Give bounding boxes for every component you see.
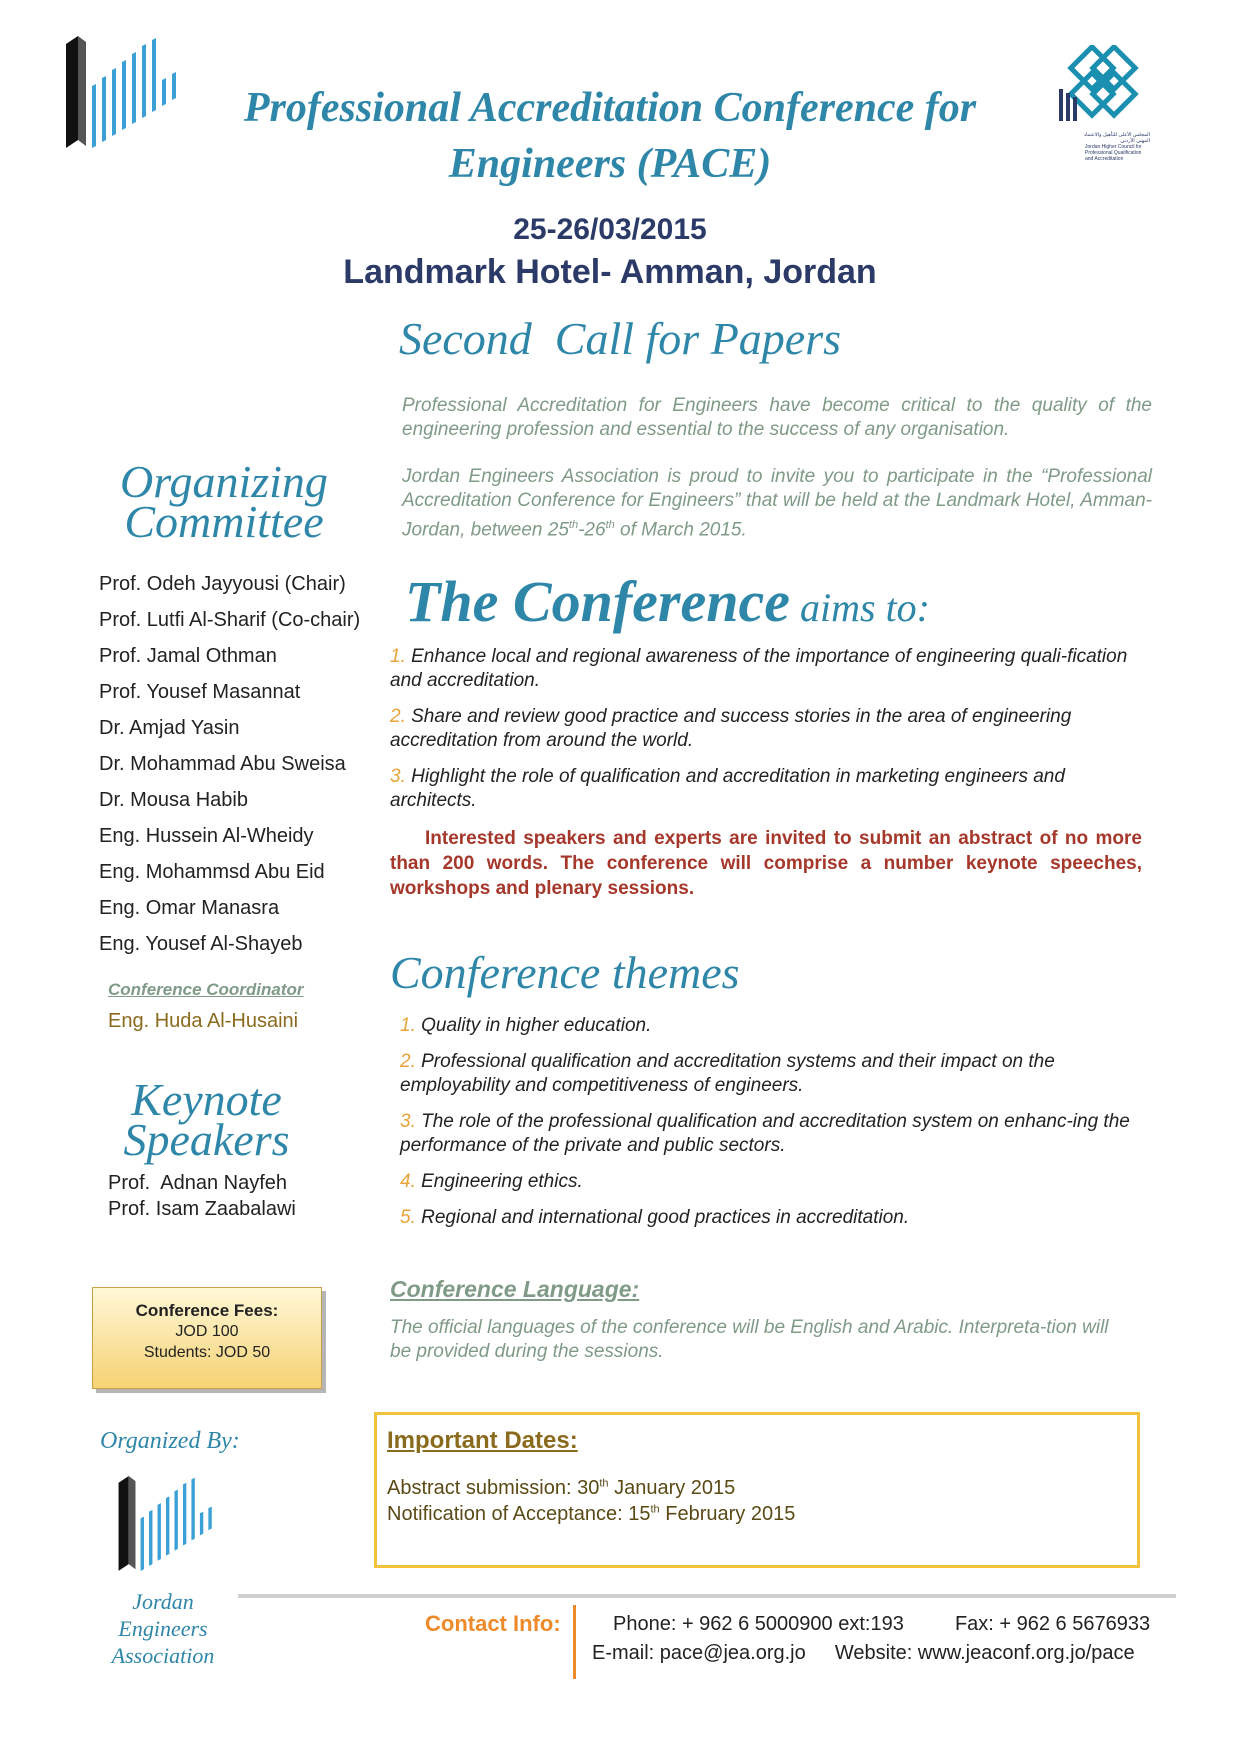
contact-email-website [592, 1642, 1135, 1665]
conference-venue: Landmark Hotel- Amman, Jordan [343, 253, 877, 291]
council-name-en: Jordan Higher Council for Professional Qualification and Accreditation [1085, 144, 1142, 162]
theme-item [400, 1206, 1152, 1230]
keynote-speaker: Prof. Adnan Nayfeh [108, 1172, 288, 1194]
heading-line: Keynote [131, 1074, 282, 1125]
notification-date [387, 1503, 795, 1526]
aims-list [390, 645, 1142, 825]
committee-member: Prof. Odeh Jayyousi (Chair) [99, 573, 346, 595]
title-line-2: Engineers (PACE) [448, 141, 772, 187]
committee-member: Dr. Mousa Habib [99, 789, 248, 811]
coordinator-label: Conference Coordinator [108, 980, 304, 999]
theme-item [400, 1050, 1152, 1098]
contact-email: E-mail: pace@jea.org.jo [592, 1642, 806, 1664]
date-sup: th [599, 1477, 609, 1490]
conference-language-text: The official languages of the conference will be English and Arabic. Interpreta-tion will be provided during the sessions. [390, 1317, 1109, 1362]
intro-text [402, 394, 1152, 565]
keynote-speaker-list [108, 1170, 296, 1222]
abstract-submission-date [387, 1477, 735, 1500]
date-part: January 2015 [608, 1477, 736, 1499]
important-dates-box [374, 1412, 1140, 1568]
intro-p2-part: -26 [578, 519, 606, 541]
aims-heading-big: The Conference [405, 569, 790, 634]
intro-p2-sup: th [568, 519, 579, 531]
item-number: 1. [390, 646, 406, 667]
aim-item [390, 645, 1142, 693]
conference-language-label: Conference Language: [390, 1276, 640, 1302]
theme-item [400, 1110, 1152, 1158]
committee-member: Prof. Yousef Masannat [99, 681, 301, 703]
committee-member: Prof. Lutfi Al-Sharif (Co-chair) [99, 609, 361, 631]
fees-standard: JOD 100 [175, 1323, 239, 1340]
call-to-action-text: Interested speakers and experts are invited to submit an abstract of no more than 200 words. The conference will comprise a number keynote speeches, workshops and plenary sessions. [390, 828, 1142, 899]
important-dates-label: Important Dates: [387, 1427, 578, 1454]
aim-item [390, 705, 1142, 753]
contact-phone-fax [613, 1613, 1150, 1636]
intro-p2-part: of March 2015. [614, 519, 747, 541]
contact-website: Website: www.jeaconf.org.jo/pace [834, 1642, 1135, 1664]
fees-title: Conference Fees: [135, 1301, 279, 1320]
committee-member: Prof. Jamal Othman [99, 645, 277, 667]
contact-fax: Fax: + 962 6 5676933 [954, 1613, 1151, 1635]
organizing-committee-heading [104, 456, 344, 547]
footer-divider [238, 1594, 1176, 1598]
item-text: Highlight the role of qualification and accreditation in marketing engineers and architects. [390, 766, 1065, 811]
date-part: Notification of Acceptance: 15 [387, 1503, 651, 1525]
item-text: Enhance local and regional awareness of the importance of engineering quali-fication and accreditation. [390, 646, 1128, 691]
conference-themes-heading: Conference themes [390, 947, 740, 998]
committee-member: Eng. Omar Manasra [99, 897, 280, 919]
keynote-speakers-heading [104, 1074, 309, 1165]
committee-member-list [99, 566, 389, 962]
jea-logo-icon [114, 1476, 218, 1576]
date-part: February 2015 [659, 1503, 796, 1525]
keynote-speaker: Prof. Isam Zaabalawi [108, 1198, 296, 1220]
council-name-ar: المجلس الأعلى للتأهيل والاعتماد المهني الأردني [1083, 132, 1150, 144]
contact-phone: Phone: + 962 6 5000900 ext:193 [613, 1613, 904, 1635]
aim-item [390, 765, 1142, 813]
committee-member: Eng. Yousef Al-Shayeb [99, 933, 303, 955]
intro-paragraph-1: Professional Accreditation for Engineers have become critical to the quality of the engineering profession and essential to the success of any organisation. [402, 395, 1152, 440]
item-number: 4. [400, 1171, 416, 1192]
conference-title [150, 80, 1070, 192]
item-text: Professional qualification and accreditation systems and their impact on the employability and competitiveness of engineers. [400, 1051, 1055, 1096]
aims-heading [405, 568, 1105, 635]
item-text: Quality in higher education. [415, 1015, 652, 1036]
item-number: 5. [400, 1207, 416, 1228]
organizer-name-line: Jordan [132, 1589, 194, 1614]
item-text: Engineering ethics. [415, 1171, 583, 1192]
aims-heading-small: aims to: [790, 585, 930, 630]
conference-fees-box [92, 1287, 322, 1389]
committee-member: Dr. Amjad Yasin [99, 717, 240, 739]
conference-date: 25-26/03/2015 [513, 213, 707, 246]
date-part: Abstract submission: 30 [387, 1477, 600, 1499]
item-number: 3. [400, 1111, 416, 1132]
contact-info-label: Contact Info: [425, 1611, 561, 1636]
item-number: 2. [400, 1051, 416, 1072]
heading-line: Committee [124, 496, 324, 547]
organized-by-label: Organized By: [100, 1428, 240, 1454]
committee-member: Eng. Hussein Al-Wheidy [99, 825, 314, 847]
heading-line: Organizing [120, 456, 328, 507]
item-text: Regional and international good practices in accreditation. [415, 1207, 910, 1228]
item-number: 3. [390, 766, 406, 787]
organizer-name [88, 1588, 238, 1669]
committee-member: Dr. Mohammad Abu Sweisa [99, 753, 346, 775]
organizer-name-line: Engineers [118, 1616, 208, 1641]
item-text: Share and review good practice and success stories in the area of engineering accreditation from around the world. [390, 706, 1072, 751]
intro-paragraph-2 [402, 465, 1152, 542]
intro-p2-part: Jordan Engineers Association is proud to invite you to participate in the “Professional Accreditation Conference for Engineers” that will be held at the Landmark Hotel, Amman-Jordan, between 25 [402, 466, 1152, 541]
call-for-papers-heading: Second Call for Papers [398, 313, 842, 364]
themes-list [400, 1014, 1152, 1242]
theme-item [400, 1170, 1152, 1194]
item-number: 2. [390, 706, 406, 727]
fees-students: Students: JOD 50 [143, 1344, 271, 1361]
date-sup: th [650, 1503, 660, 1516]
intro-p2-sup: th [605, 519, 615, 531]
coordinator-name: Eng. Huda Al-Husaini [108, 1010, 299, 1032]
title-line-1: Professional Accreditation Conference for [243, 85, 977, 131]
committee-member: Eng. Mohammsd Abu Eid [99, 861, 325, 883]
contact-divider [573, 1605, 576, 1679]
heading-line: Speakers [123, 1114, 290, 1165]
item-number: 1. [400, 1015, 416, 1036]
item-text: The role of the professional qualification and accreditation system on enhanc-ing the performance of the private and public sectors. [400, 1111, 1130, 1156]
organizer-name-line: Association [111, 1643, 215, 1668]
theme-item [400, 1014, 1152, 1038]
